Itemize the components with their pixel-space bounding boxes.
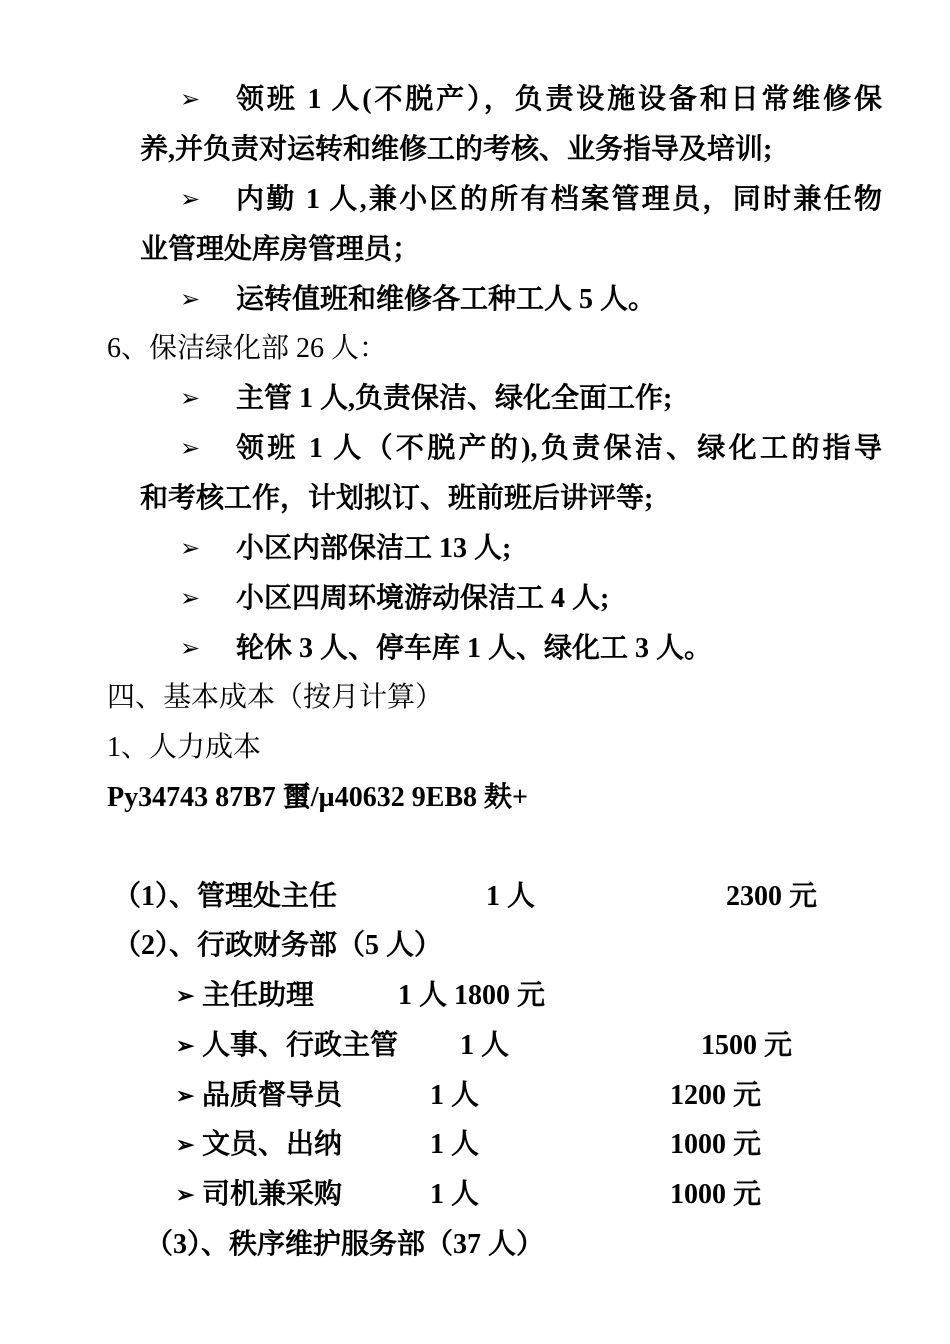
cost-count: 1 人: [430, 1080, 480, 1111]
cost-count: 1 人: [430, 1179, 480, 1210]
bullet-text: 主管 1 人,负责保洁、绿化全面工作;: [236, 383, 673, 414]
cost-amount: 2300 元: [726, 881, 818, 912]
cost-label: 人事、行政主管: [202, 1030, 399, 1061]
subsection-heading: 1、人力成本: [107, 732, 262, 763]
arrow-bullet-icon: ➢: [176, 1083, 195, 1108]
arrow-bullet-icon: ➢: [180, 287, 201, 313]
arrow-bullet-icon: ➢: [180, 636, 201, 662]
cost-amount: 1500 元: [701, 1030, 793, 1061]
bullet-text-continued: 和考核工作，计划拟订、班前班后讲评等;: [140, 483, 654, 514]
cost-label: 文员、出纳: [202, 1129, 343, 1160]
arrow-bullet-icon: ➢: [176, 1182, 195, 1207]
bullet-text: 内勤 1 人,兼小区的所有档案管理员，同时兼任物: [236, 184, 882, 215]
arrow-bullet-icon: ➢: [176, 1033, 195, 1058]
bullet-text: 小区内部保洁工 13 人;: [236, 533, 512, 564]
arrow-bullet-icon: ➢: [180, 586, 201, 612]
bullet-text: 运转值班和维修各工种工人 5 人。: [236, 284, 657, 315]
bullet-text: 领班 1 人（不脱产的),负责保洁、绿化工的指导: [236, 433, 882, 464]
cost-amount: 1000 元: [670, 1179, 762, 1210]
bullet-text: 轮休 3 人、停车库 1 人、绿化工 3 人。: [236, 633, 713, 664]
bullet-text-continued: 业管理处库房管理员；: [140, 234, 421, 265]
cost-label: 司机兼采购: [202, 1179, 343, 1210]
cost-label: 品质督导员: [202, 1080, 343, 1111]
arrow-bullet-icon: ➢: [180, 436, 201, 462]
cost-label: （1）、管理处主任: [113, 881, 338, 912]
section-heading: 四、基本成本（按月计算）: [107, 682, 444, 713]
section-heading: 6、保洁绿化部 26 人：: [107, 333, 388, 364]
cost-group-heading: （2）、行政财务部（5 人）: [113, 930, 443, 961]
arrow-bullet-icon: ➢: [180, 187, 201, 213]
arrow-bullet-icon: ➢: [176, 1132, 195, 1157]
bullet-text: 小区四周环境游动保洁工 4 人;: [236, 583, 610, 614]
cost-count: 1 人: [430, 1129, 480, 1160]
cost-amount: 1200 元: [670, 1080, 762, 1111]
cost-text: 主任助理 1 人 1800 元: [202, 980, 546, 1011]
arrow-bullet-icon: ➢: [180, 536, 201, 562]
arrow-bullet-icon: ➢: [176, 983, 195, 1008]
garbled-text-line: Py34743 87B7 蠒/µ40632 9EB8 麸+: [107, 782, 528, 813]
arrow-bullet-icon: ➢: [180, 386, 201, 412]
cost-amount: 1000 元: [670, 1129, 762, 1160]
cost-count: 1 人: [486, 881, 536, 912]
bullet-text-continued: 养,并负责对运转和维修工的考核、业务指导及培训;: [140, 134, 773, 165]
cost-count: 1 人: [460, 1030, 510, 1061]
arrow-bullet-icon: ➢: [180, 87, 201, 113]
cost-group-heading: （3）、秩序维护服务部（37 人）: [145, 1229, 545, 1260]
bullet-text: 领班 1 人(不脱产），负责设施设备和日常维修保: [236, 84, 882, 115]
